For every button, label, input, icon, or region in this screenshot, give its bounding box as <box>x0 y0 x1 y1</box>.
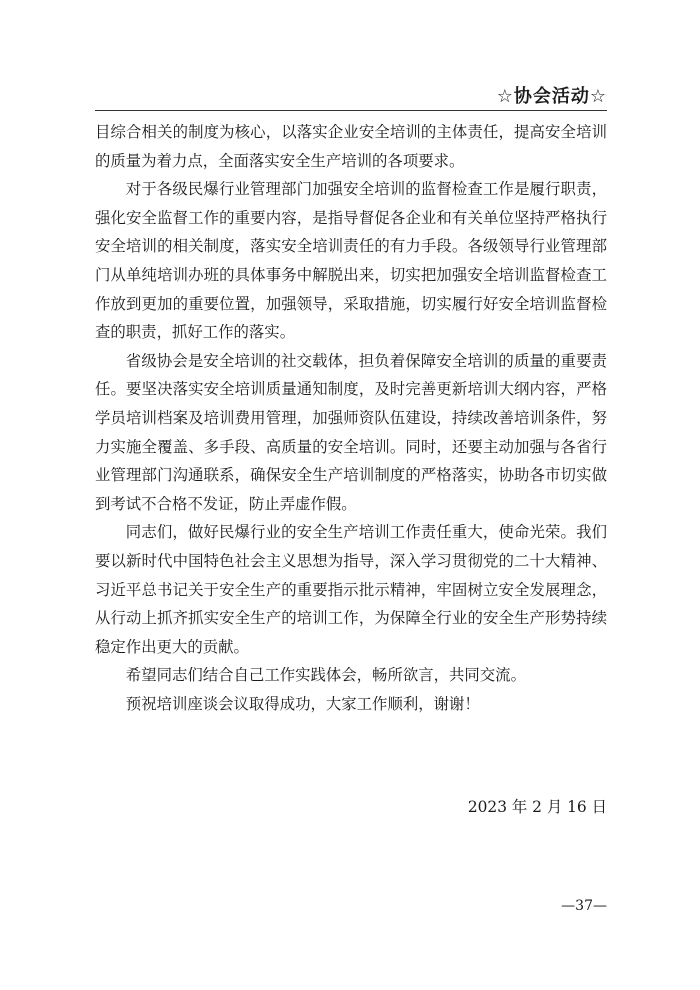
section-title: ☆协会活动☆ <box>496 86 607 107</box>
page-number: —37— <box>561 898 607 914</box>
paragraph: 对于各级民爆行业管理部门加强安全培训的监督检查工作是履行职责，强化安全监督工作的重要内容，是指导督促各企业和有关单位坚持严格执行安全培训的相关制度，落实安全培训责任的有力手段。各级领导行业管理部门从单纯培训办班的具体事务中解脱出来，切实把加强安全培训监督检查工作放到更加的重要位置，加强领导，采取措施，切实履行好安全培训监督检查的职责，抓好工作的落实。 <box>95 180 607 342</box>
paragraph: 省级协会是安全培训的社交载体，担负着保障安全培训的质量的重要责任。要坚决落实安全培训质量通知制度，及时完善更新培训大纲内容，严格学员培训档案及培训费用管理，加强师资队伍建设，持续改善培训条件，努力实施全覆盖、多手段、高质量的安全培训。同时，还要主动加强与各省行业管理部门沟通联系，确保安全生产培训制度的严格落实，协助各市切实做到考试不合格不发证，防止弄虚作假。 <box>95 351 607 513</box>
paragraph: 希望同志们结合自己工作实践体会，畅所欲言，共同交流。 <box>125 666 526 685</box>
page-header <box>95 78 607 111</box>
signature-date: 2023 年 2 月 16 日 <box>467 798 607 816</box>
paragraph: 预祝培训座谈会议取得成功，大家工作顺利，谢谢！ <box>125 694 480 713</box>
paragraph: 目综合相关的制度为核心，以落实企业安全培训的主体责任，提高安全培训的质量为着力点，全面落实安全生产培训的各项要求。 <box>95 123 607 170</box>
article-body <box>95 118 607 718</box>
paragraph: 同志们，做好民爆行业的安全生产培训工作责任重大，使命光荣。我们要以新时代中国特色社会主义思想为指导，深入学习贯彻党的二十大精神、习近平总书记关于安全生产的重要指示批示精神，牢固树立安全发展理念，从行动上抓齐抓实安全生产的培训工作，为保障全行业的安全生产形势持续稳定作出更大的贡献。 <box>95 523 607 656</box>
